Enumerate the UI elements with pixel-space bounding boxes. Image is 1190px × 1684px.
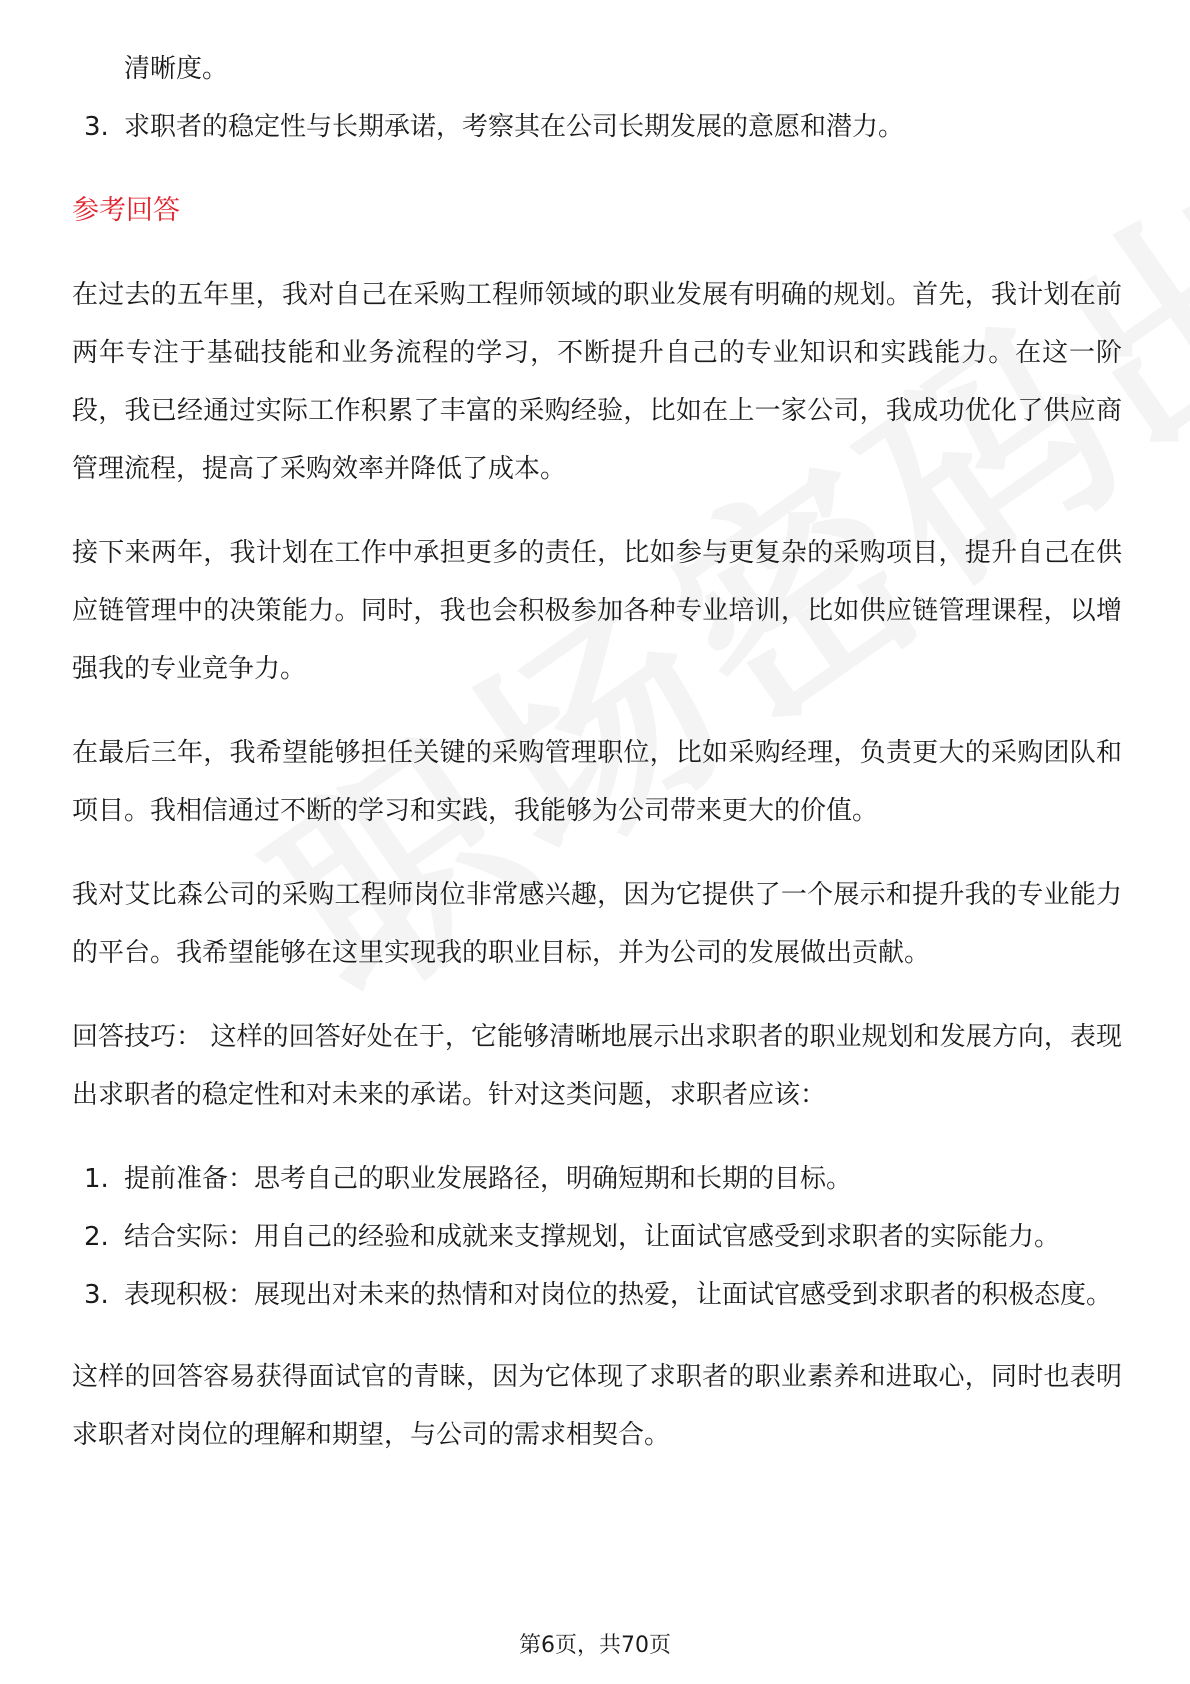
- answer-paragraph-2: 接下来两年，我计划在工作中承担更多的责任，比如参与更复杂的采购项目，提升自己在供应链管理中的决策能力。同时，我也会积极参加各种专业培训，比如供应链管理课程，以增强我的专业竞争力。: [72, 538, 1122, 684]
- list-number: 3.: [84, 1280, 109, 1310]
- list-item-continuation: 清晰度。: [124, 54, 229, 84]
- answer-paragraph-3: 在最后三年，我希望能够担任关键的采购管理职位，比如采购经理，负责更大的采购团队和项目。我相信通过不断的学习和实践，我能够为公司带来更大的价值。: [72, 738, 1122, 826]
- tips-list: [72, 1150, 1122, 1324]
- list-text: 求职者的稳定性与长期承诺，考察其在公司长期发展的意愿和潜力。: [124, 112, 905, 142]
- list-item: [72, 1266, 1122, 1324]
- section-heading: 参考回答: [72, 195, 180, 226]
- list-text: 结合实际：用自己的经验和成就来支撑规划，让面试官感受到求职者的实际能力。: [124, 1222, 1061, 1252]
- list-number: 2.: [84, 1222, 109, 1252]
- answer-paragraph-4: 我对艾比森公司的采购工程师岗位非常感兴趣，因为它提供了一个展示和提升我的专业能力的平台。我希望能够在这里实现我的职业目标，并为公司的发展做出贡献。: [72, 880, 1122, 968]
- page-footer: 第6页，共70页: [519, 1633, 671, 1658]
- answer-paragraph-1: 在过去的五年里，我对自己在采购工程师领域的职业发展有明确的规划。首先，我计划在前两年专注于基础技能和业务流程的学习，不断提升自己的专业知识和实践能力。在这一阶段，我已经通过实际工作积累了丰富的采购经验，比如在上一家公司，我成功优化了供应商管理流程，提高了采购效率并降低了成本。: [72, 280, 1122, 484]
- tips-intro: 回答技巧： 这样的回答好处在于，它能够清晰地展示出求职者的职业规划和发展方向，表现出求职者的稳定性和对未来的承诺。针对这类问题，求职者应该：: [72, 1022, 1122, 1110]
- list-text: 提前准备：思考自己的职业发展路径，明确短期和长期的目标。: [124, 1164, 853, 1194]
- list-item: [72, 1150, 1122, 1208]
- evaluation-list: [72, 98, 1122, 156]
- list-number: 3.: [84, 112, 109, 142]
- list-number: 1.: [84, 1164, 109, 1194]
- list-item: [72, 98, 1122, 156]
- list-text: 表现积极：展现出对未来的热情和对岗位的热爱，让面试官感受到求职者的积极态度。: [124, 1280, 1113, 1310]
- list-item: [72, 1208, 1122, 1266]
- closing-paragraph: 这样的回答容易获得面试官的青睐，因为它体现了求职者的职业素养和进取心，同时也表明求职者对岗位的理解和期望，与公司的需求相契合。: [72, 1362, 1122, 1450]
- page-content: [72, 40, 1122, 1490]
